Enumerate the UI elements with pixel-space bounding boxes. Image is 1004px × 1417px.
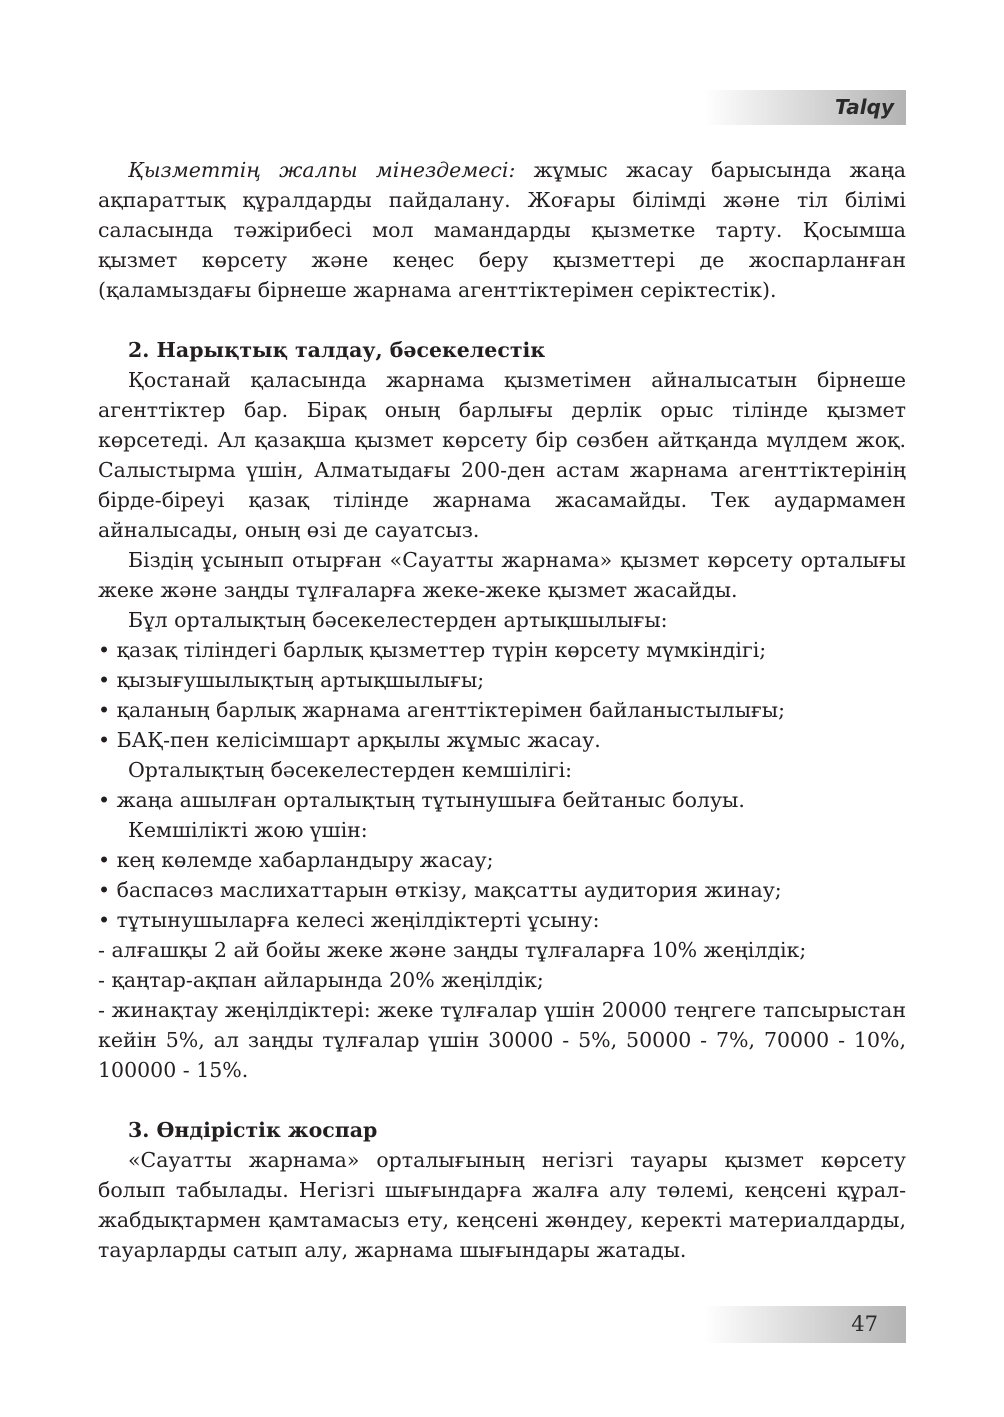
page-number-bar xyxy=(704,1306,906,1343)
page-number: 47 xyxy=(851,1312,878,1336)
discount-item-accumulative: - жинақтау жеңілдіктері: жеке тұлғалар үшін 20000 теңгеге тапсырыстан кейін 5%, ал заңды тұлғалар үшін 30000 - 5%, 50000 - 7%, 70000 - 10%, 100000 - 15%. xyxy=(98,998,906,1082)
advantages-title: Бұл орталықтың бәсекелестерден артықшылығы: xyxy=(128,608,668,632)
intro-italic-lead: Қызметтің жалпы мінездемесі: xyxy=(128,158,516,182)
list-item: • қызығушылықтың артықшылығы; xyxy=(98,668,485,692)
section-3-paragraph-1: «Сауатты жарнама» орталығының негізгі тауары қызмет көрсету болып табылады. Негізгі шығындарға жалға алу төлемі, кеңсені құрал-жабдықтармен қамтамасыз ету, кеңсені жөндеу, керекті материалдарды, тауарларды сатып алу, жарнама шығындары жатады. xyxy=(98,1148,906,1262)
weaknesses-title: Орталықтың бәсекелестерден кемшілігі: xyxy=(128,758,573,782)
running-header xyxy=(704,90,906,125)
running-header-label: Talqy xyxy=(835,95,894,119)
list-item: • қазақ тіліндегі барлық қызметтер түрін көрсету мүмкіндігі; xyxy=(98,638,767,662)
spacer xyxy=(98,305,906,335)
list-item: • баспасөз маслихаттарын өткізу, мақсатты аудитория жинау; xyxy=(98,878,782,902)
section-3-heading: 3. Өндірістік жоспар xyxy=(128,1118,378,1142)
spacer xyxy=(98,1085,906,1115)
list-item: • жаңа ашылған орталықтың тұтынушыға бейтаныс болуы. xyxy=(98,788,745,812)
section-2-paragraph-1: Қостанай қаласында жарнама қызметімен айналысатын бірнеше агенттіктер бар. Бірақ оның барлығы дерлік орыс тілінде қызмет көрсетеді. Ал қазақша қызмет көрсету бір сөзбен айтқанда мүлдем жоқ. Салыстырма үшін, Алматыдағы 200-ден астам жарнама агенттіктерінің бірде-біреуі қазақ тілінде жарнама жасамайды. Тек аудармамен айналысады, оның өзі де сауатсыз. xyxy=(98,368,906,542)
intro-paragraph xyxy=(98,155,906,305)
section-2-heading: 2. Нарықтық талдау, бәсекелестік xyxy=(128,338,546,362)
intro-text: жұмыс жасау барысында жаңа ақпараттық құралдарды пайдалану. Жоғары білімді және тіл білімі саласында тәжірибесі мол мамандарды қызметке тарту. Қосымша қызмет көрсету және кеңес беру қызметтері де жоспарланған (қаламыздағы бірнеше жарнама агенттіктерімен серіктестік). xyxy=(98,158,906,302)
discount-item: - қаңтар-ақпан айларында 20% жеңілдік; xyxy=(98,968,544,992)
list-item: • тұтынушыларға келесі жеңілдіктерті ұсыну: xyxy=(98,908,600,932)
list-item: • БАҚ-пен келісімшарт арқылы жұмыс жасау. xyxy=(98,728,601,752)
list-item: • қаланың барлық жарнама агенттіктерімен байланыстылығы; xyxy=(98,698,785,722)
discount-item: - алғашқы 2 ай бойы жеке және заңды тұлғаларға 10% жеңілдік; xyxy=(98,938,807,962)
section-2-paragraph-2: Біздің ұсынып отырған «Сауатты жарнама» қызмет көрсету орталығы жеке және заңды тұлғаларға жеке-жеке қызмет жасайды. xyxy=(98,548,906,602)
page-body xyxy=(98,155,906,1265)
list-item: • кең көлемде хабарландыру жасау; xyxy=(98,848,494,872)
fixes-title: Кемшілікті жою үшін: xyxy=(128,818,368,842)
